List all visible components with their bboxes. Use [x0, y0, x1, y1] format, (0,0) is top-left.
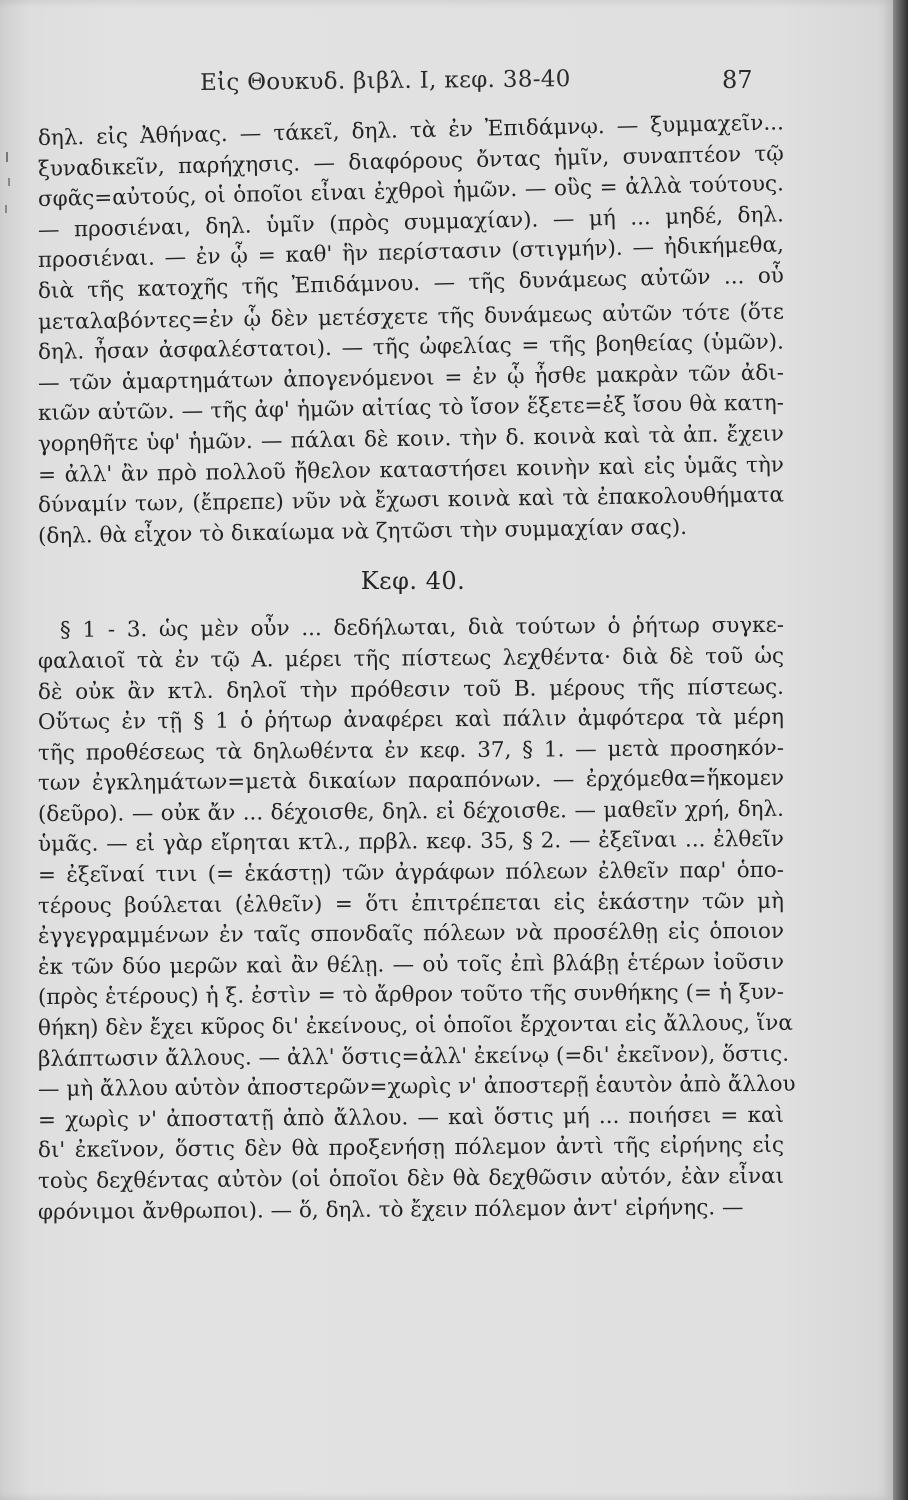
page-body [37, 110, 796, 1228]
text-line: (πρὸς ἑτέρους) ἡ ξ. ἐστὶν = τὸ ἄρθρον τοῦτο τῆς συνθήκης (= ἡ ξυν- [37, 980, 785, 1011]
running-head: Εἰς Θουκυδ. βιβλ. Ι, κεφ. 38-40 [199, 66, 571, 96]
text-line: ξυναδικεῖν, παρήχησις. — διαφόρους ὄντας ἡμῖν, συναπτέον τῷ [37, 140, 785, 182]
text-line: των ἐγκλημάτων=μετὰ δικαίων παραπόνων. — ἐρχόμεθα=ἥκομεν [37, 766, 785, 797]
text-line: δηλ. εἰς Ἀθήνας. — τάκεῖ, δηλ. τὰ ἐν Ἐπιδάμνῳ. — ξυμμαχεῖν... [37, 110, 785, 151]
page-number: 87 [722, 66, 753, 94]
text-line: φαλαιοῖ τὰ ἐν τῷ Α. μέρει τῆς πίστεως λεχθέντα· διὰ δὲ τοῦ ὡς [37, 643, 785, 674]
text-line: προσιέναι. — ἐν ᾧ = καθ' ἣν περίστασιν (στιγμήν). — ἠδικήμεθα, [37, 232, 785, 274]
text-line: θήκη) δὲν ἔχει κῦρος δι' ἐκείνους, οἱ ὁποῖοι ἔρχονται εἰς ἄλλους, ἵνα [37, 1010, 793, 1042]
text-line: φρόνιμοι ἄνθρωποι). — ὅ, δηλ. τὸ ἔχειν πόλεμον ἀντ' εἰρήνης. — [37, 1194, 744, 1225]
text-line: — προσιέναι, δηλ. ὑμῖν (πρὸς συμμαχίαν). — μή ... μηδέ, δηλ. [37, 202, 785, 243]
text-line: τῆς προθέσεως τὰ δηλωθέντα ἐν κεφ. 37, § 1. — μετὰ προσηκόν- [37, 735, 785, 766]
chapter-title: Κεφ. 40. [360, 567, 466, 596]
text-line: τέρους βούλεται (ἐλθεῖν) = ὅτι ἐπιτρέπεται εἰς ἑκάστην τῶν μὴ [37, 888, 785, 919]
text-line: = ἐξεῖναί τινι (= ἑκάστῃ) τῶν ἀγράφων πόλεων ἐλθεῖν παρ' ὁπο- [37, 857, 785, 889]
margin-mark [6, 152, 8, 162]
margin-mark [8, 178, 10, 186]
text-line: = ἀλλ' ἂν πρὸ πολλοῦ ἤθελον καταστήσει κοινὴν καὶ εἰς ὑμᾶς τὴν [37, 452, 785, 488]
margin-mark [5, 205, 7, 213]
text-line: δὲ οὐκ ἂν κτλ. δηλοῖ τὴν πρόθεσιν τοῦ Β. μέρους τῆς πίστεως. [37, 674, 785, 705]
text-line: δύναμίν των, (ἔπρεπε) νῦν νὰ ἔχωσι κοινὰ καὶ τὰ ἐπακολουθήματα [37, 482, 785, 519]
text-line: ἐκ τῶν δύο μερῶν καὶ ἂν θέλῃ. — οὐ τοῖς ἐπὶ βλάβῃ ἑτέρων ἰοῦσιν [37, 949, 785, 980]
page-edge-shadow [893, 0, 908, 1500]
text-line: (δεῦρο). — οὐκ ἄν ... δέχοισθε, δηλ. εἰ δέχοισθε. — μαθεῖν χρή, δηλ. [37, 796, 785, 827]
text-line: = χωρὶς ν' ἀποστατῇ ἀπὸ ἄλλου. — καὶ ὅστις μή ... ποιήσει = καὶ [37, 1102, 785, 1133]
text-line: διὰ τῆς κατοχῆς τῆς Ἐπιδάμνου. — τῆς δυνάμεως αὐτῶν ... οὗ [37, 263, 785, 304]
text-line: μεταλαβόντες=ἐν ᾧ δὲν μετέσχετε τῆς δυνάμεως αὐτῶν τότε (ὅτε [37, 299, 785, 335]
text-line: γορηθῆτε ὑφ' ἡμῶν. — πάλαι δὲ κοιν. τὴν δ. κοινὰ καὶ τὰ ἀπ. ἔχειν [37, 421, 785, 457]
text-line: — μὴ ἄλλου αὑτὸν ἀποστερῶν=χωρὶς ν' ἀποστερῇ ἑαυτὸν ἀπὸ ἄλλου [37, 1071, 796, 1103]
text-line: § 1 - 3. ὡς μὲν οὖν ... δεδήλωται, διὰ τούτων ὁ ῥήτωρ συγκε- [59, 613, 785, 644]
text-line: (δηλ. θὰ εἶχον τὸ δικαίωμα νὰ ζητῶσι τὴν συμμαχίαν σας). [37, 514, 688, 549]
text-line: δηλ. ἦσαν ἀσφαλέστατοι). — τῆς ὠφελίας = τῆς βοηθείας (ὑμῶν). [37, 329, 785, 366]
text-line: ἐγγεγραμμένων ἐν ταῖς σπονδαῖς πόλεων νὰ προσέλθῃ εἰς ὁποιον [37, 919, 785, 950]
text-line: τοὺς δεχθέντας αὐτὸν (οἱ ὁποῖοι δὲν θὰ δεχθῶσιν αὐτόν, ἐὰν εἶναι [37, 1163, 785, 1194]
text-line: δι' ἐκεῖνον, ὅστις δὲν θὰ προξενήσῃ πόλεμον ἀντὶ τῆς εἰρήνης εἰς [37, 1133, 785, 1164]
text-line: βλάπτωσιν ἄλλους. — ἀλλ' ὅστις=ἀλλ' ἐκείνῳ (=δι' ἐκεῖνον), ὅστις. [37, 1041, 790, 1072]
text-line: κιῶν αὐτῶν. — τῆς ἀφ' ἡμῶν αἰτίας τὸ ἴσον ἕξετε=ἐξ ἴσου θὰ κατη- [37, 390, 785, 427]
text-line: σφᾶς=αὐτούς, οἱ ὁποῖοι εἶναι ἐχθροὶ ἡμῶν. — οὓς = ἀλλὰ τούτους. [37, 171, 785, 213]
text-line: — τῶν ἁμαρτημάτων ἀπογενόμενοι = ἐν ᾧ ἦσθε μακρὰν τῶν ἀδι- [37, 360, 785, 396]
text-line: ὑμᾶς. — εἰ γὰρ εἴρηται κτλ., πρβλ. κεφ. 35, § 2. — ἐξεῖναι ... ἐλθεῖν [37, 827, 785, 858]
text-line: Οὕτως ἐν τῇ § 1 ὁ ῥήτωρ ἀναφέρει καὶ πάλιν ἀμφότερα τὰ μέρη [37, 704, 785, 736]
page-header [0, 66, 893, 106]
